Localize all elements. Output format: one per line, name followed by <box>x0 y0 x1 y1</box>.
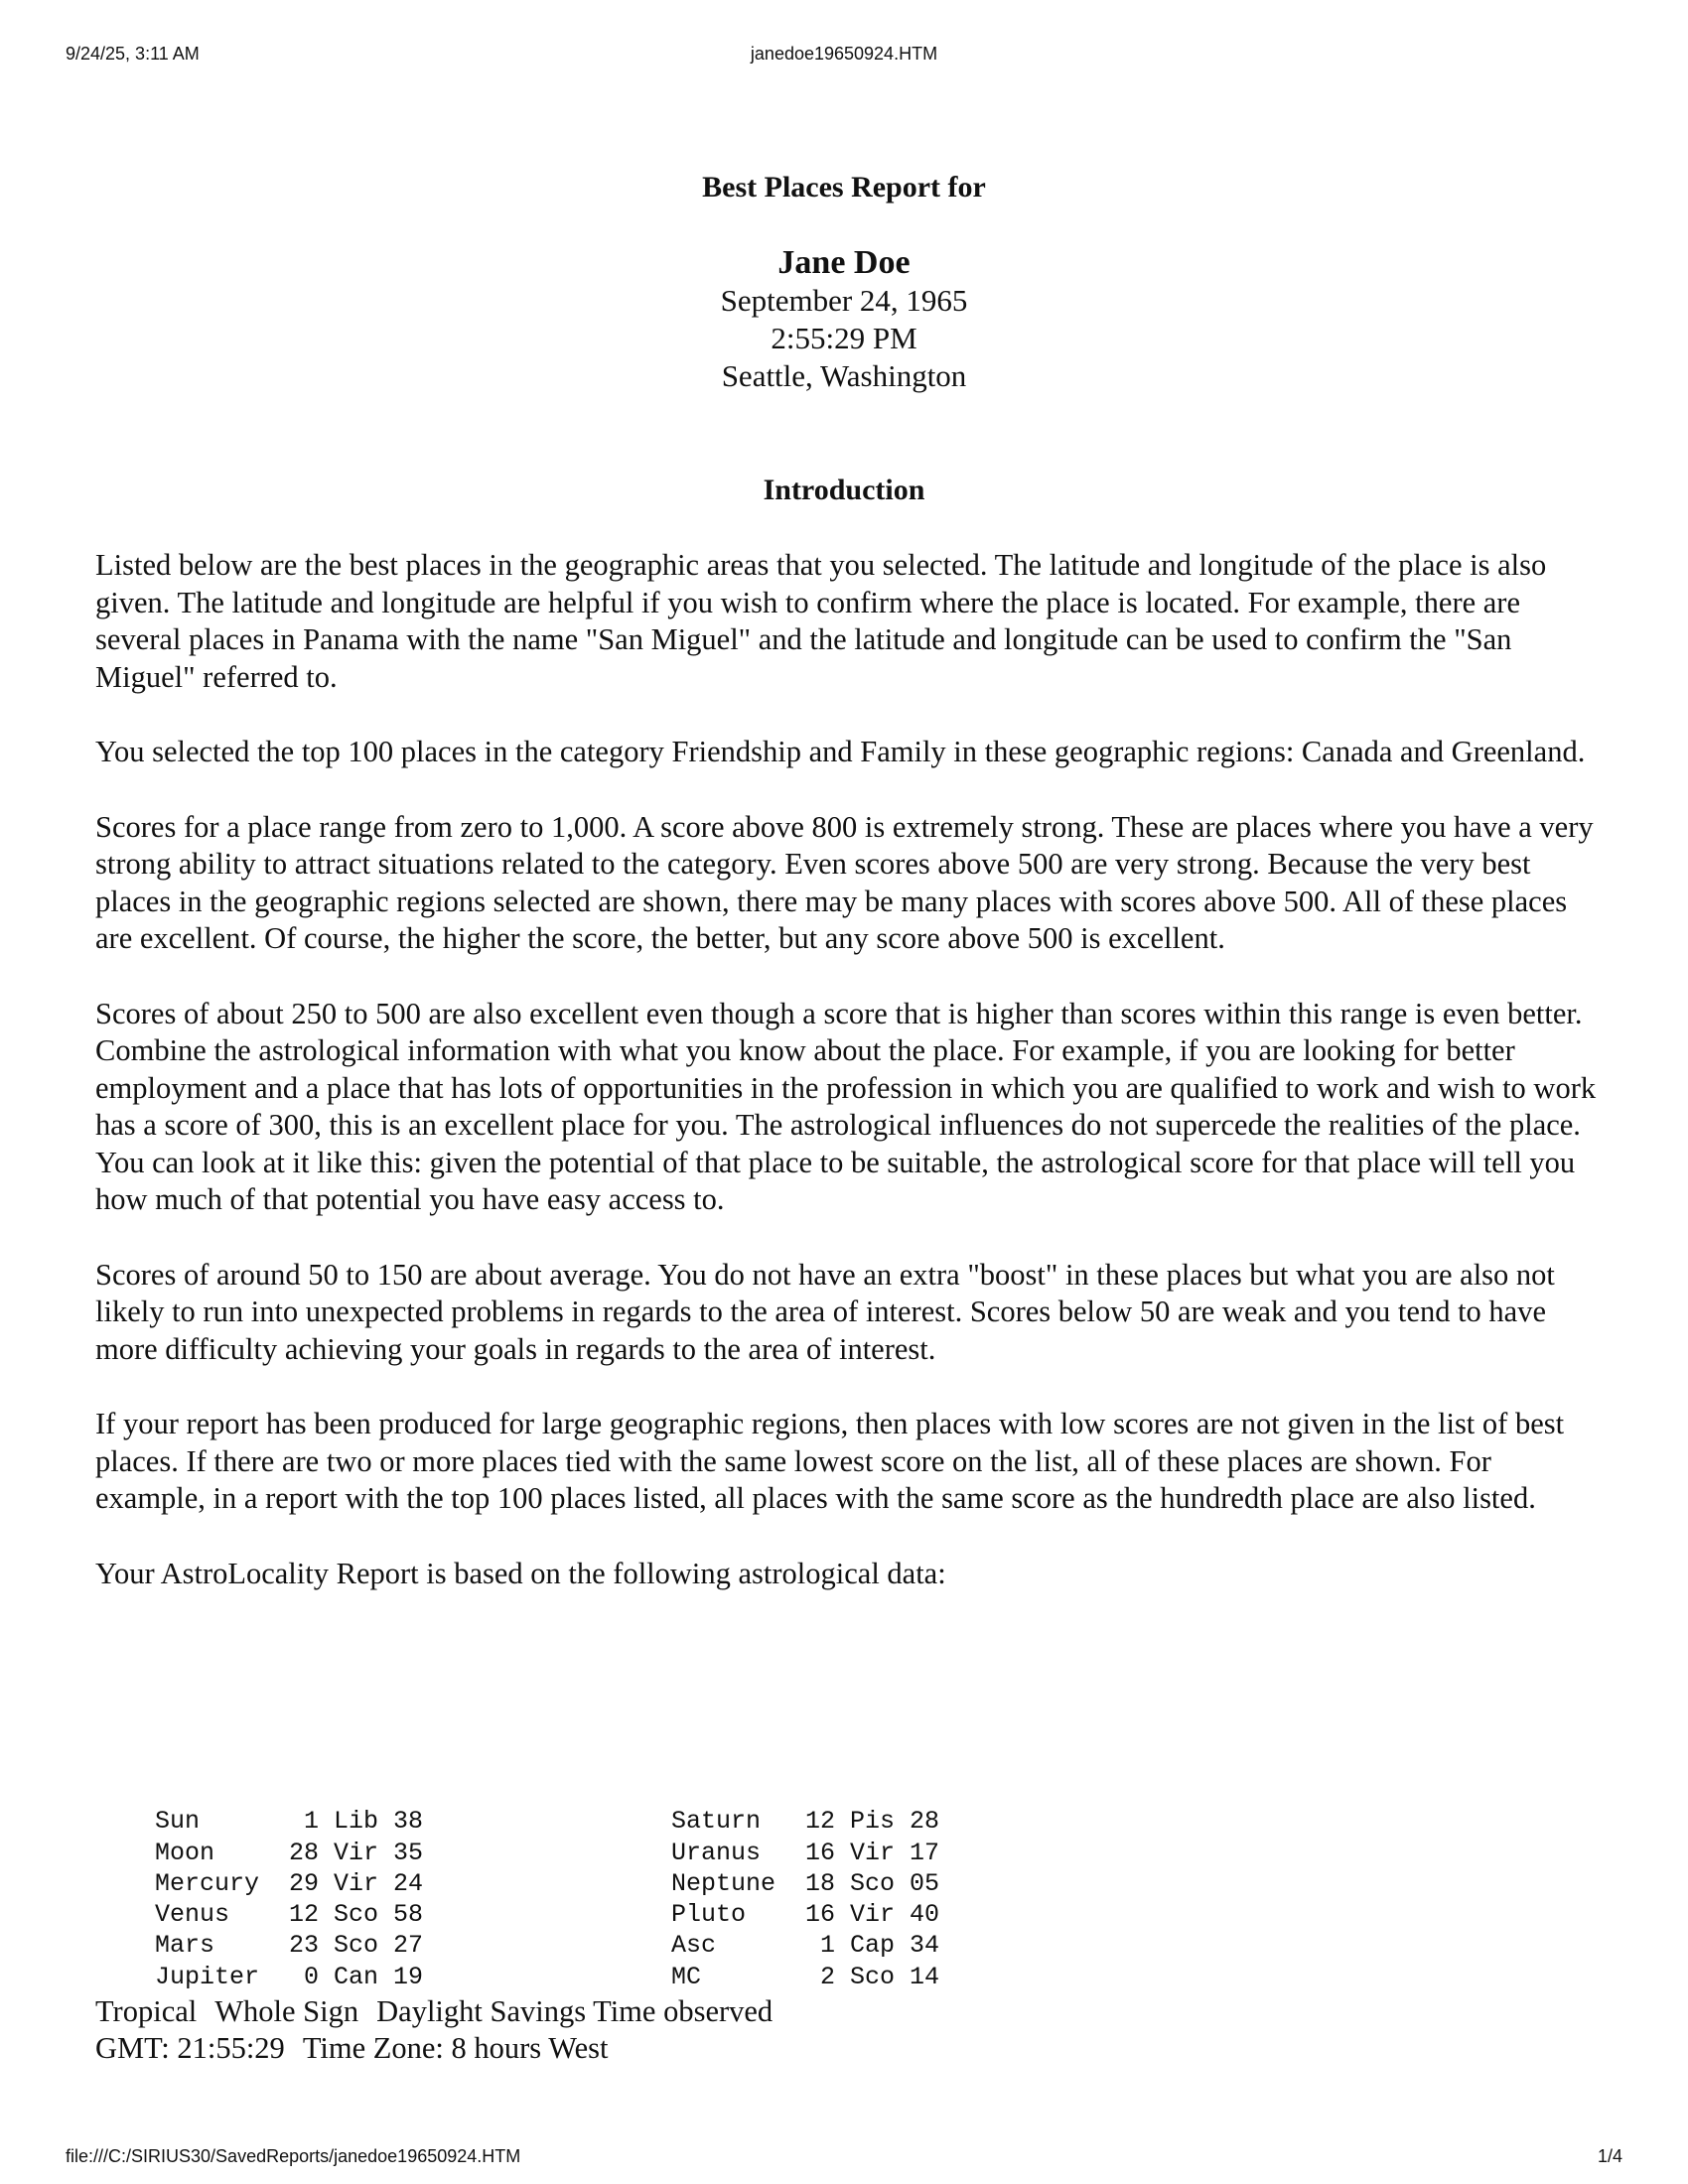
intro-paragraph: Scores of about 250 to 500 are also excellent even though a score that is higher than scores within this range is even better. Combine the astrological information with what you know about the place. For example, if you are looking for better employment and a place that has lots of opportunities in the profession in which you are qualified to work and wish to work has a score of 300, this is an excellent place for you. The astrological influences do not supercede the realities of the place. You can look at it like this: given the potential of that place to be suitable, the astrological score for that place will tell you how much of that potential you have easy access to. <box>95 996 1597 1216</box>
report-heading: Best Places Report for <box>702 171 986 204</box>
planet-minute: 28 <box>910 1807 940 1837</box>
planet-name: Venus <box>155 1900 230 1930</box>
gmt-time: GMT: 21:55:29 <box>95 2031 285 2065</box>
planet-degree: 1 <box>820 1931 836 1961</box>
planet-degree: 23 <box>289 1931 320 1961</box>
planet-sign: Lib <box>334 1807 379 1837</box>
planet-sign: Sco <box>334 1900 379 1930</box>
planet-degree: 29 <box>289 1868 320 1898</box>
intro-paragraph: You selected the top 100 places in the category Friendship and Family in these geographic regions: Canada and Greenland. <box>95 735 1586 768</box>
birth-time: 2:55:29 PM <box>771 321 917 355</box>
dst-note: Daylight Savings Time observed <box>376 1994 774 2028</box>
planet-degree: 18 <box>805 1868 836 1898</box>
person-block <box>0 244 1688 395</box>
chart-settings <box>95 1993 773 2067</box>
settings-line-1 <box>95 1993 773 2030</box>
intro-paragraph: If your report has been produced for large geographic regions, then places with low scores are not given in the list of best places. If there are two or more places tied with the same lowest score on the list, all of these places are shown. For example, in a report with the top 100 places listed, all places with the same score as the hundredth place are also listed. <box>95 1407 1565 1515</box>
planet-minute: 38 <box>393 1807 424 1837</box>
planet-minute: 24 <box>393 1868 424 1898</box>
planet-name: Uranus <box>671 1838 762 1867</box>
planet-name: Pluto <box>671 1900 747 1930</box>
planet-name: Mercury <box>155 1868 260 1898</box>
house-system: Whole Sign <box>214 1994 359 2028</box>
planet-degree: 16 <box>805 1838 836 1867</box>
planet-name: Asc <box>671 1931 717 1961</box>
planet-name: Jupiter <box>155 1962 260 1991</box>
planet-minute: 35 <box>393 1838 424 1867</box>
print-datetime: 9/24/25, 3:11 AM <box>66 44 200 64</box>
planet-name: MC <box>671 1962 702 1991</box>
zodiac-type: Tropical <box>95 1994 198 2028</box>
planet-minute: 34 <box>910 1931 940 1961</box>
planet-minute: 19 <box>393 1962 424 1991</box>
print-page-title: janedoe19650924.HTM <box>750 44 938 64</box>
birth-place: Seattle, Washington <box>721 358 967 393</box>
planet-row <box>95 1775 949 1837</box>
planet-degree: 12 <box>805 1807 836 1837</box>
planet-sign: Vir <box>850 1900 896 1930</box>
planet-sign: Vir <box>850 1838 896 1867</box>
planet-sign: Pis <box>850 1807 896 1837</box>
planet-name: Mars <box>155 1931 215 1961</box>
introduction-heading: Introduction <box>763 474 925 506</box>
planet-minute: 27 <box>393 1931 424 1961</box>
planet-degree: 12 <box>289 1900 320 1930</box>
planet-degree: 16 <box>805 1900 836 1930</box>
print-file-url: file:///C:/SIRIUS30/SavedReports/janedoe19650924.HTM <box>66 2146 521 2166</box>
planet-name: Saturn <box>671 1807 762 1837</box>
planet-sign: Sco <box>850 1868 896 1898</box>
planet-minute: 58 <box>393 1900 424 1930</box>
settings-line-2 <box>95 2030 773 2067</box>
planet-minute: 17 <box>910 1838 940 1867</box>
intro-paragraph: Scores for a place range from zero to 1,000. A score above 800 is extremely strong. These are places where you have a very strong ability to attract situations related to the category. Even scores above 500 are very strong. Because the very best places in the geographic regions selected are shown, there may be many places with scores above 500. All of these places are excellent. Of course, the higher the score, the better, but any score above 500 is excellent. <box>95 809 1594 955</box>
planet-degree: 2 <box>820 1962 836 1991</box>
intro-paragraph: Scores of around 50 to 150 are about average. You do not have an extra "boost" in these places but what you are also not likely to run into unexpected problems in regards to the area of interest. Scores below 50 are weak and you tend to have more difficulty achieving your goals in regards to the area of interest. <box>95 1257 1555 1366</box>
planet-degree: 28 <box>289 1838 320 1867</box>
planet-positions-table <box>95 1775 949 1991</box>
planet-name: Neptune <box>671 1868 776 1898</box>
planet-name: Sun <box>155 1807 201 1837</box>
introduction-body <box>95 547 1605 1630</box>
planet-degree: 0 <box>304 1962 320 1991</box>
planet-degree: 1 <box>304 1807 320 1837</box>
planet-minute: 40 <box>910 1900 940 1930</box>
planet-name: Moon <box>155 1838 215 1867</box>
time-zone: Time Zone: 8 hours West <box>302 2031 609 2065</box>
planet-sign: Sco <box>850 1962 896 1991</box>
person-name: Jane Doe <box>777 244 911 281</box>
print-page-number: 1/4 <box>1597 2146 1622 2166</box>
planet-sign: Sco <box>334 1931 379 1961</box>
planet-minute: 14 <box>910 1962 940 1991</box>
birth-date: September 24, 1965 <box>720 283 968 318</box>
planet-sign: Vir <box>334 1868 379 1898</box>
planet-sign: Vir <box>334 1838 379 1867</box>
planet-sign: Cap <box>850 1931 896 1961</box>
intro-paragraph: Listed below are the best places in the geographic areas that you selected. The latitude and longitude of the place is also given. The latitude and longitude are helpful if you wish to confirm where the place is located. For example, there are several places in Panama with the name "San Miguel" and the latitude and longitude can be used to confirm the "San Miguel" referred to. <box>95 548 1547 694</box>
planet-sign: Can <box>334 1962 379 1991</box>
planet-minute: 05 <box>910 1868 940 1898</box>
intro-paragraph: Your AstroLocality Report is based on the following astrological data: <box>95 1556 946 1590</box>
